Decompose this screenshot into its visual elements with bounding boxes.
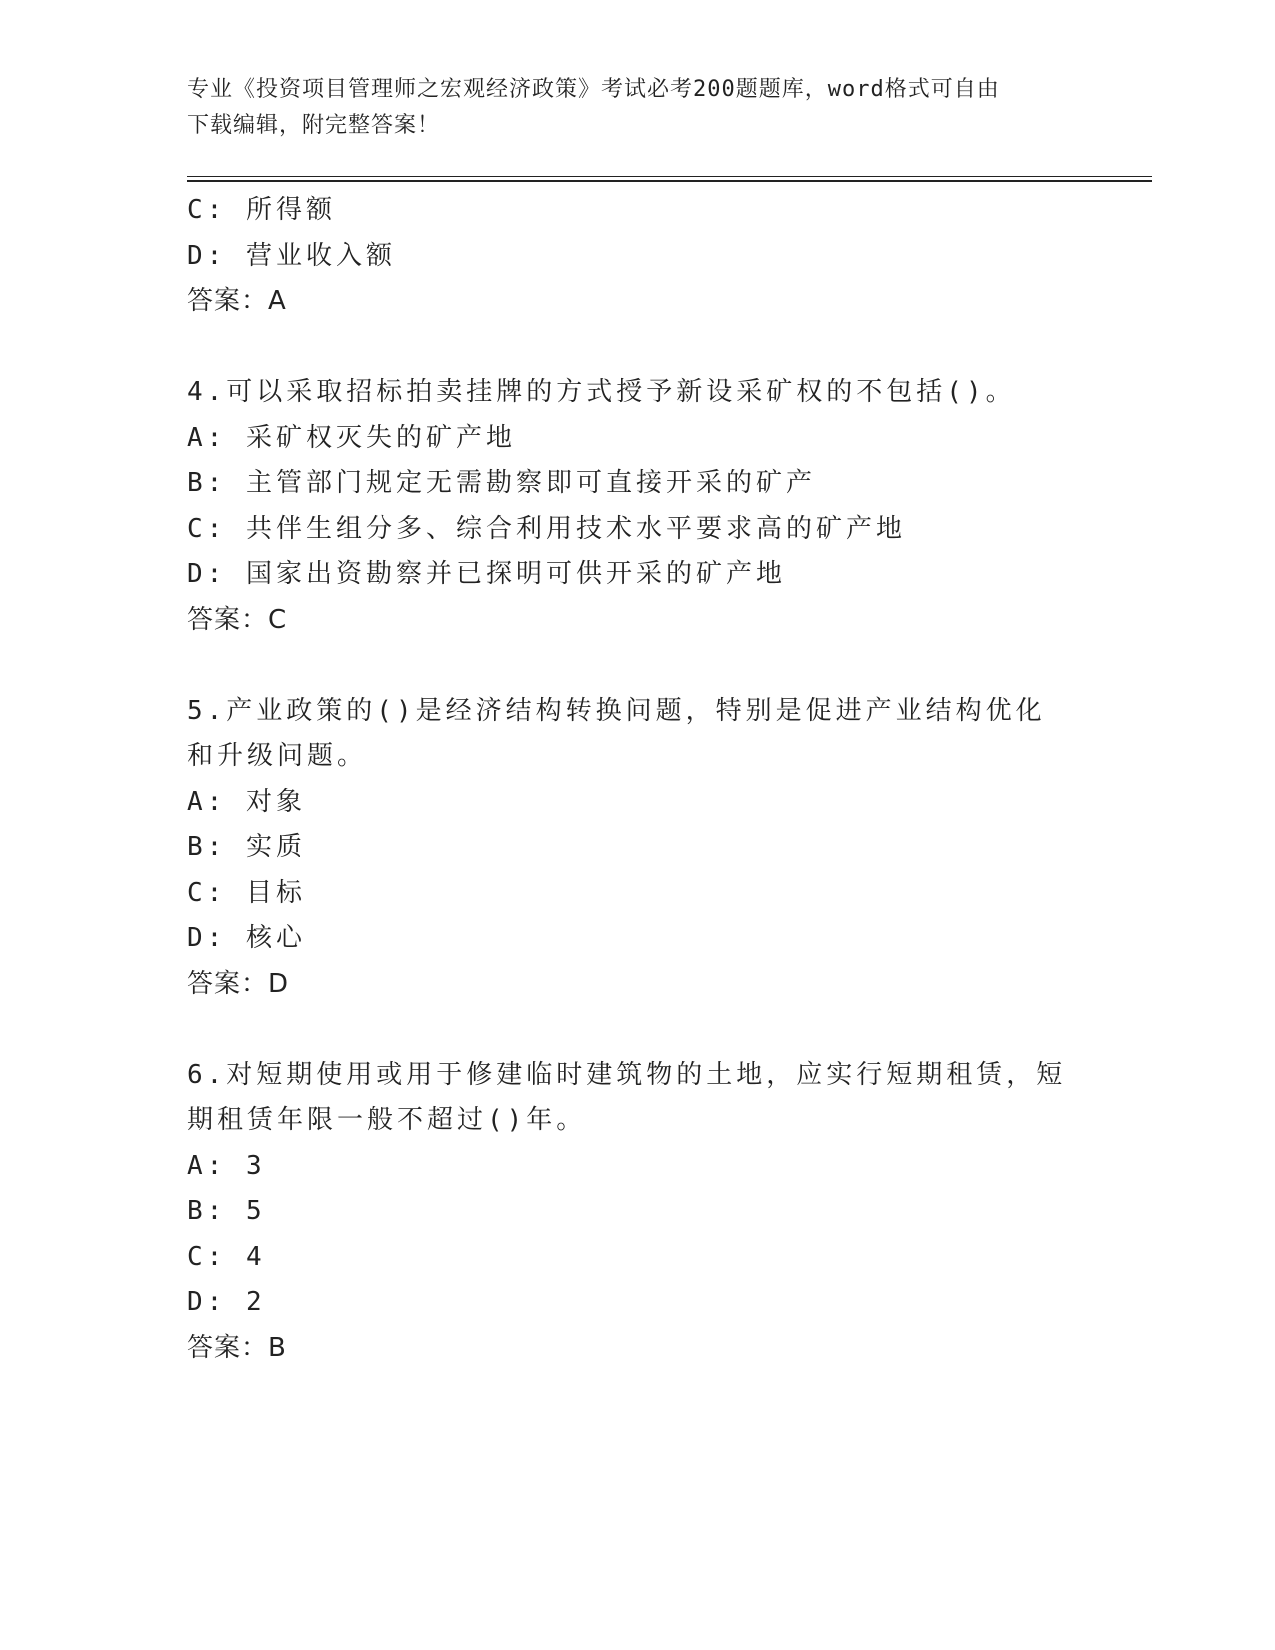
option-text: 对象 xyxy=(245,786,306,817)
option-text: 营业收入额 xyxy=(245,240,396,271)
question-list xyxy=(187,188,1087,1371)
option-letter: A: xyxy=(187,422,227,453)
document-header xyxy=(187,72,1087,144)
spacer xyxy=(187,325,1087,371)
option-letter: C: xyxy=(187,195,227,225)
option-letter: B: xyxy=(187,832,227,862)
question-stem: 4.可以采取招标拍卖挂牌的方式授予新设采矿权的不包括()。 xyxy=(187,377,1016,407)
option-letter: D: xyxy=(187,1287,227,1317)
option-d xyxy=(187,1280,1087,1326)
option-b xyxy=(187,461,1087,507)
option-text: 2 xyxy=(245,1287,266,1317)
option-letter: D: xyxy=(187,240,227,271)
option-d xyxy=(187,234,1087,280)
option-text: 核心 xyxy=(245,923,306,953)
option-letter: D: xyxy=(187,559,227,589)
option-text: 所得额 xyxy=(245,195,336,225)
answer-line: 答案：D xyxy=(187,968,290,999)
option-text: 目标 xyxy=(245,877,306,908)
answer-line: 答案：A xyxy=(187,286,287,316)
option-letter: B: xyxy=(187,468,227,498)
option-text: 主管部门规定无需勘察即可直接开采的矿产 xyxy=(245,468,816,498)
option-text: 采矿权灭失的矿产地 xyxy=(245,422,516,453)
option-text: 实质 xyxy=(245,832,306,862)
option-d xyxy=(187,552,1087,598)
header-line-1: 专业《投资项目管理师之宏观经济政策》考试必考200题题库，word格式可自由 xyxy=(187,77,1000,102)
spacer xyxy=(187,643,1087,689)
option-text: 3 xyxy=(245,1150,266,1181)
question-5 xyxy=(187,689,1087,1008)
option-a xyxy=(187,780,1087,826)
option-c xyxy=(187,1235,1087,1281)
question-stem: 6.对短期使用或用于修建临时建筑物的土地，应实行短期租赁，短期租赁年限一般不超过()年。 xyxy=(187,1059,1067,1135)
option-b xyxy=(187,1189,1087,1235)
option-letter: A: xyxy=(187,786,227,817)
option-letter: C: xyxy=(187,513,227,544)
option-letter: D: xyxy=(187,923,227,953)
option-text: 国家出资勘察并已探明可供开采的矿产地 xyxy=(245,559,786,589)
option-a xyxy=(187,1144,1087,1190)
option-text: 共伴生组分多、综合利用技术水平要求高的矿产地 xyxy=(245,513,906,544)
option-text: 4 xyxy=(245,1241,266,1272)
option-b xyxy=(187,825,1087,871)
question-4 xyxy=(187,370,1087,643)
option-letter: C: xyxy=(187,1241,227,1272)
header-divider-thick xyxy=(187,180,1152,182)
question-stem: 5.产业政策的()是经济结构转换问题，特别是促进产业结构优化和升级问题。 xyxy=(187,695,1046,771)
question-3-tail xyxy=(187,188,1087,325)
option-letter: B: xyxy=(187,1196,227,1226)
option-c xyxy=(187,871,1087,917)
option-a xyxy=(187,416,1087,462)
option-letter: A: xyxy=(187,1150,227,1181)
option-letter: C: xyxy=(187,877,227,908)
option-text: 5 xyxy=(245,1196,266,1226)
question-6 xyxy=(187,1053,1087,1372)
answer-line: 答案：B xyxy=(187,1332,287,1363)
header-divider-thin xyxy=(187,176,1152,177)
option-c xyxy=(187,507,1087,553)
option-c xyxy=(187,188,1087,234)
answer-line: 答案：C xyxy=(187,604,288,635)
spacer xyxy=(187,1007,1087,1053)
header-line-2: 下载编辑，附完整答案！ xyxy=(187,113,441,138)
option-d xyxy=(187,916,1087,962)
